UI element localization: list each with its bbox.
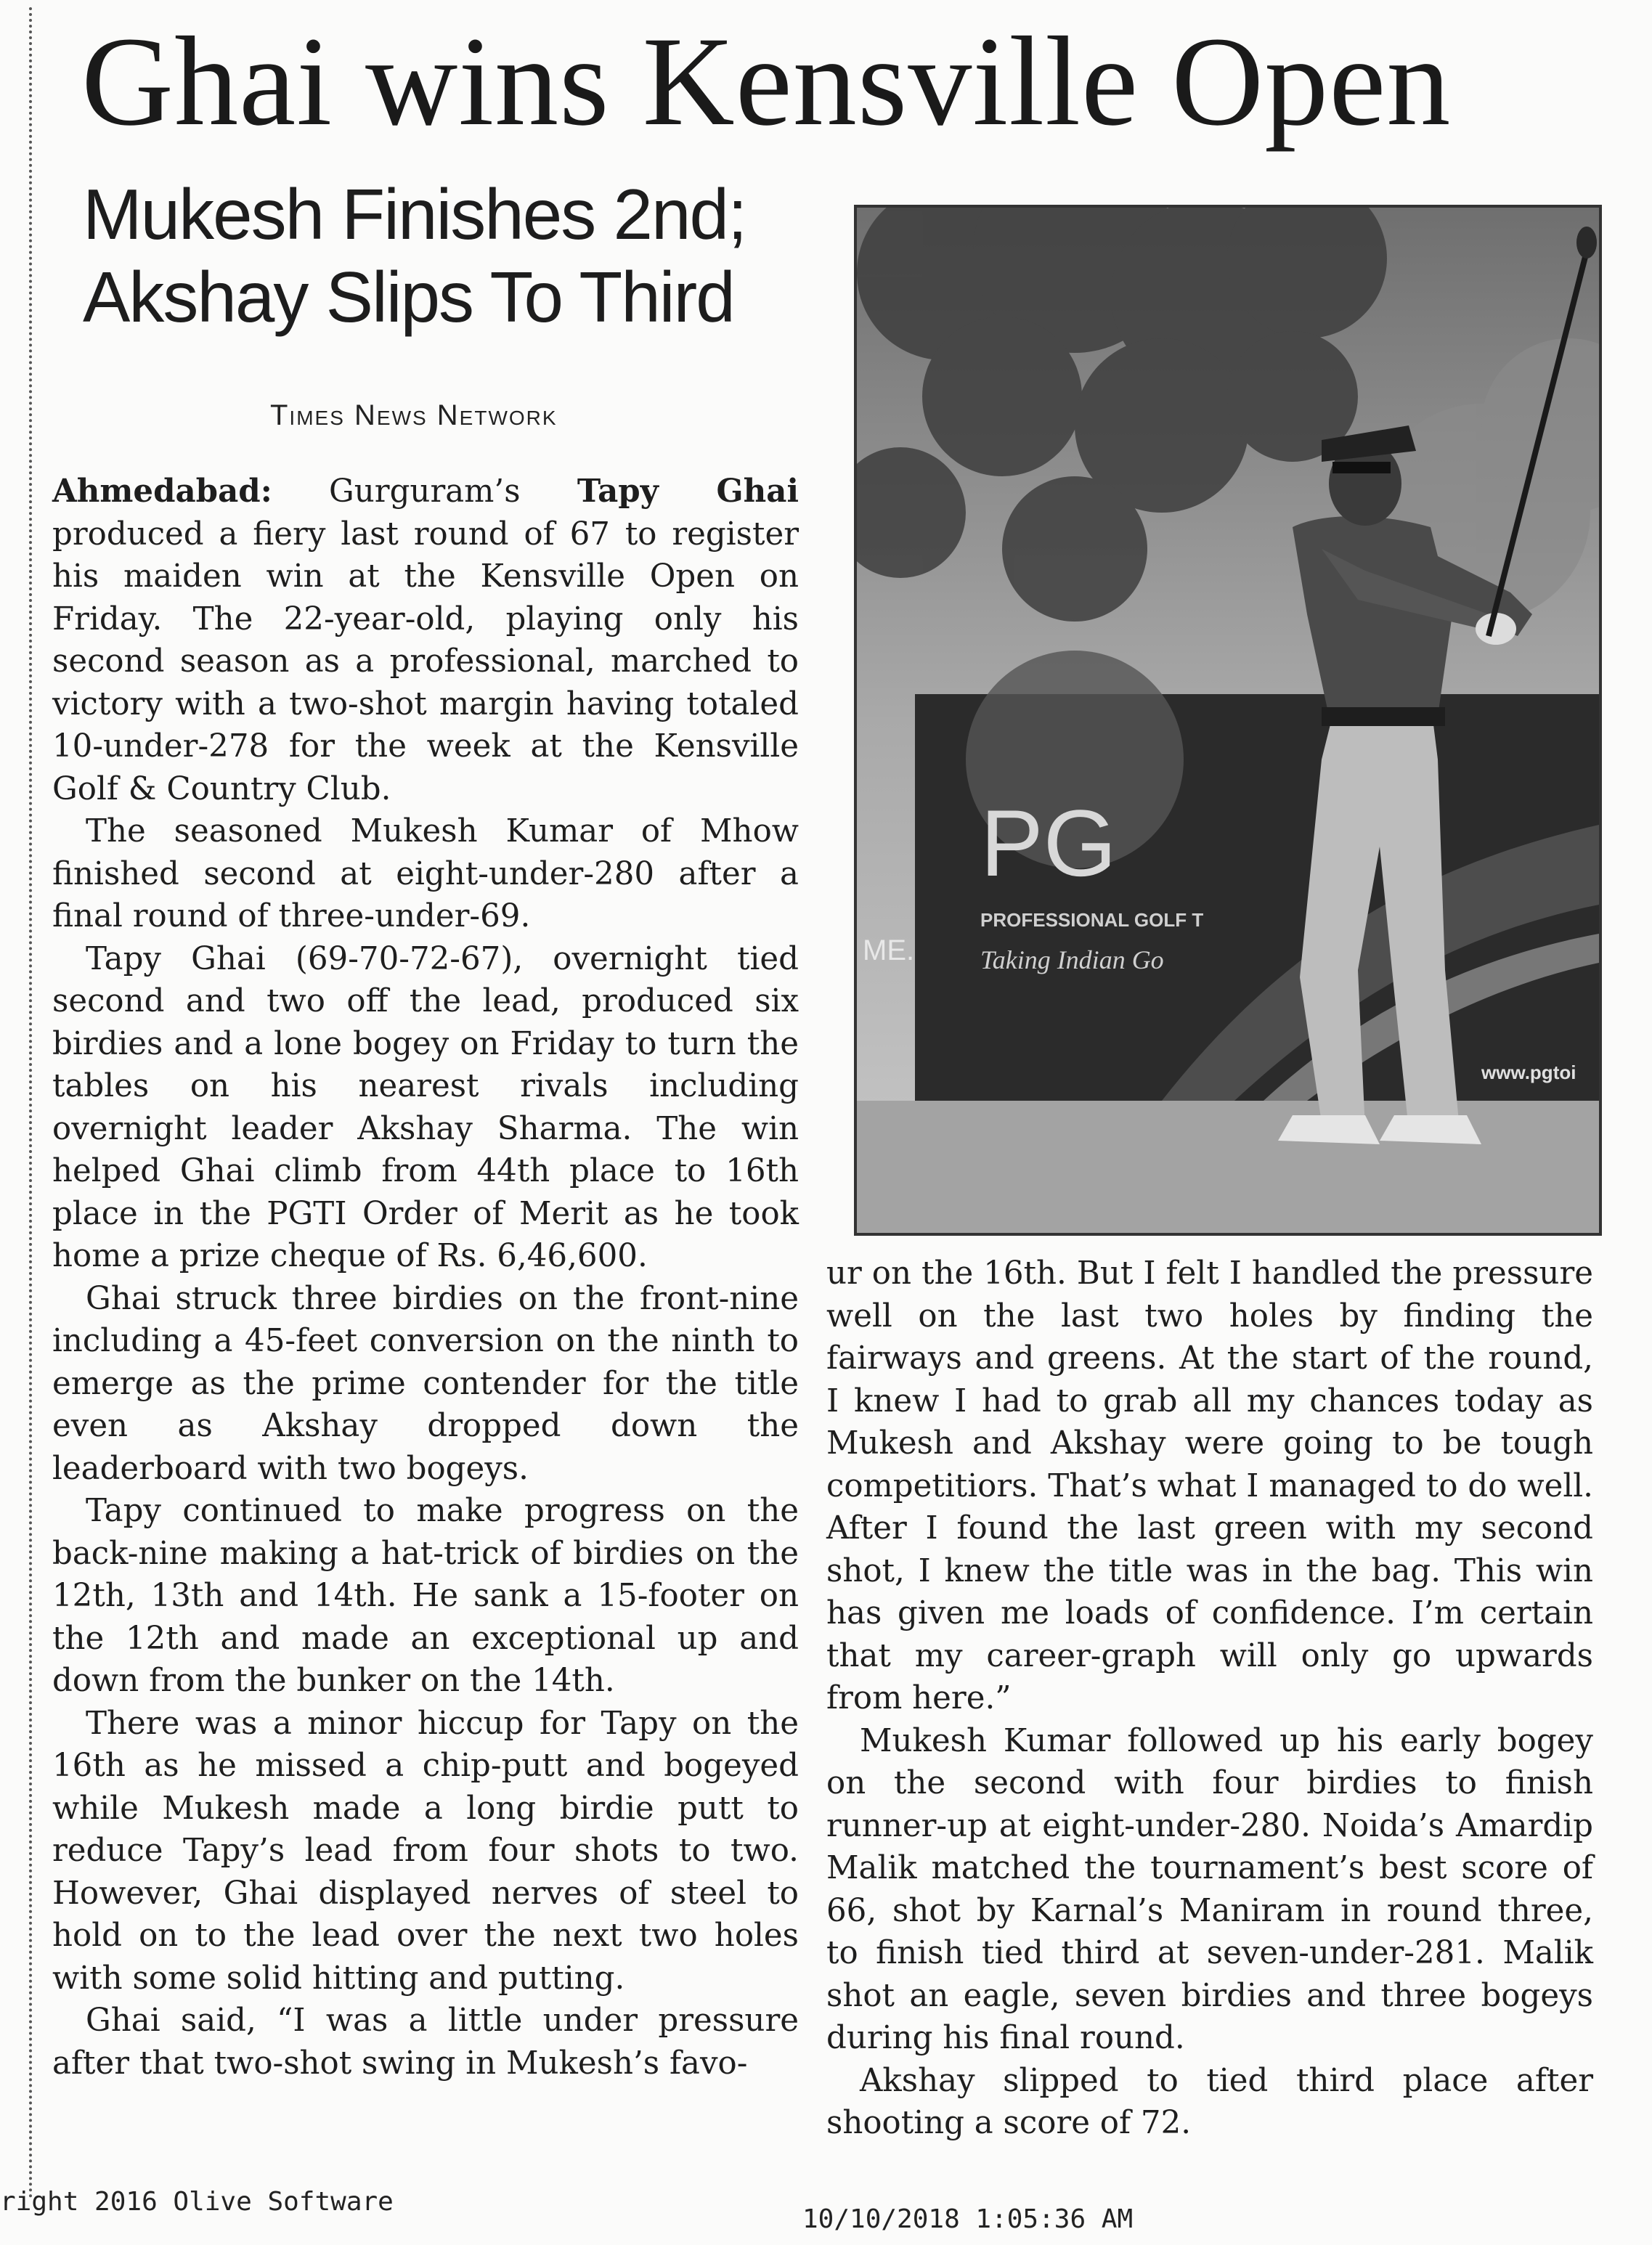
golfer-photo-illustration — [857, 208, 1599, 1233]
copyright-footer: right 2016 Olive Software — [0, 2187, 394, 2217]
banner-url: www.pgtoi — [1481, 1062, 1576, 1083]
article-paragraph-6: There was a minor hiccup for Tapy on the 16th as he missed a chip-putt and bogeyed while Mukesh made a long birdie putt to reduce Tapy’s lead from four shots to two. However, Ghai displayed nerves of steel to hold on to the lead over the next two holes with some solid hitting and putting. — [52, 1705, 799, 1997]
article-paragraph-2: The seasoned Mukesh Kumar of Mhow finished second at eight-under-280 after a final round of three-under-69. — [52, 813, 799, 934]
fairway-ground — [857, 1101, 1599, 1233]
dateline: Ahmedabad: — [52, 473, 272, 510]
golfer-photo — [854, 205, 1602, 1236]
article-paragraph-5: Tapy continued to make progress on the back-nine making a hat-trick of birdies on the 12th, 13th and 14th. He sank a 15-footer on the 12th and made an exceptional up and down from the bunker on the 14th. — [52, 1493, 799, 1699]
byline: Times News Network — [270, 399, 558, 431]
banner-tagline: Taking Indian Go — [980, 945, 1164, 974]
article-paragraph-8: ur on the 16th. But I felt I handled the pressure well on the last two holes by finding the fairways and greens. At the start of the round, I knew I had to grab all my chances today as Mukesh and Akshay were going to be tough competitiors. That’s what I managed to do well. After I found the last green with my second shot, I knew the title was in the bag. This win has given me loads of confidence. I’m certain that my career-graph will only go upwards from here.” — [826, 1255, 1593, 1716]
subheadline — [83, 173, 746, 338]
banner-edge-text: ME. — [863, 934, 915, 966]
banner-subtitle: PROFESSIONAL GOLF T — [980, 909, 1204, 931]
subheadline-line-2: Akshay Slips To Third — [83, 257, 734, 337]
article-paragraph-10: Akshay slipped to tied third place after shooting a score of 72. — [826, 2062, 1593, 2141]
article-paragraph-1 — [52, 470, 799, 810]
article-paragraph-4: Ghai struck three birdies on the front-nine including a 45-feet conversion on the ninth to emerge as the prime contender for the title even as Akshay dropped down the leaderboard with two bogeys. — [52, 1280, 799, 1487]
page-edge-dotted-rule — [29, 7, 32, 2200]
article-paragraph-7: Ghai said, “I was a little under pressure after that two-shot swing in Mukesh’s favo- — [52, 2002, 799, 2082]
player-name: Tapy Ghai — [577, 473, 799, 510]
banner-logo: PG — [980, 790, 1117, 896]
headline: Ghai wins Kensville Open — [81, 11, 1452, 152]
article-paragraph-9: Mukesh Kumar followed up his early bogey on the second with four birdies to finish runner-up at eight-under-280. Noida’s Amardip Malik matched the tournament’s best score of 66, shot by Karnal’s Maniram in round three, to finish tied third at seven-under-281. Malik shot an eagle, seven birdies and three bogeys during his final round. — [826, 1722, 1593, 2056]
timestamp-footer: 10/10/2018 1:05:36 AM — [802, 2204, 1134, 2234]
article-paragraph-3: Tapy Ghai (69-70-72-67), overnight tied second and two off the lead, produced six birdies and a lone bogey on Friday to turn the tables on his nearest rivals including overnight leader Akshay Sharma. The win helped Ghai climb from 44th place to 16th place in the PGTI Order of Merit as he took home a prize cheque of Rs. 6,46,600. — [52, 940, 799, 1274]
article-column-left — [52, 470, 799, 2085]
article-text: produced a fiery last round of 67 to register his maiden win at the Kensville Open on Friday. The 22-year-old, playing only his second season as a professional, marched to victory with a two-shot margin having totaled 10-under-278 for the week at the Kensville Golf & Country Club. — [52, 516, 799, 807]
subheadline-line-1: Mukesh Finishes 2nd; — [83, 174, 746, 254]
article-text: Gurguram’s — [329, 473, 521, 510]
article-column-right — [826, 1252, 1593, 2145]
